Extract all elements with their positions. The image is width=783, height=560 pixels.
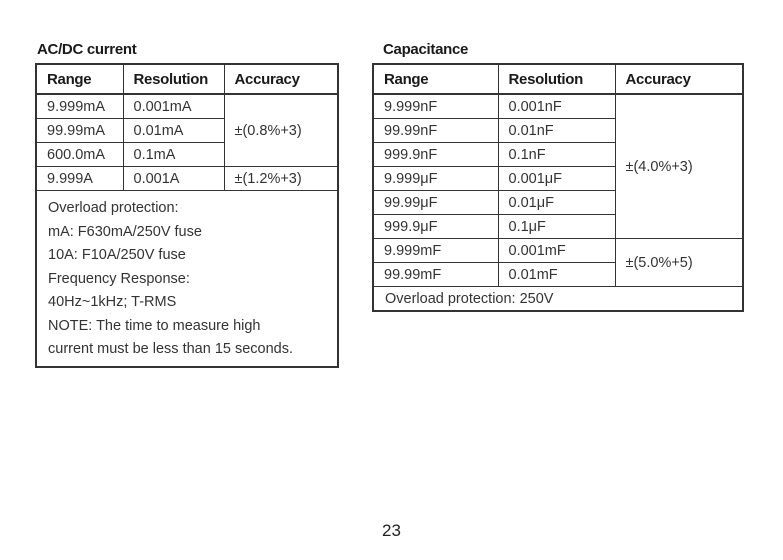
note-line: Frequency Response: (48, 270, 190, 287)
capacitance-table (372, 63, 744, 312)
resolution-cell: 0.1nF (498, 143, 615, 167)
table-row (373, 239, 743, 263)
header-resolution: Resolution (498, 64, 615, 94)
table-row (373, 94, 743, 119)
range-cell: 999.9μF (373, 215, 498, 239)
acdc-table (35, 63, 339, 368)
range-cell: 9.999mF (373, 239, 498, 263)
range-cell: 99.99mA (36, 119, 123, 143)
note-line: mA: F630mA/250V fuse (48, 223, 202, 240)
resolution-cell: 0.1mA (123, 143, 224, 167)
range-cell: 999.9nF (373, 143, 498, 167)
note-line: Overload protection: (48, 200, 179, 216)
capacitance-title: Capacitance (383, 41, 469, 58)
range-cell: 9.999nF (373, 94, 498, 119)
accuracy-cell: ±(5.0%+5) (615, 239, 743, 287)
resolution-cell: 0.01nF (498, 119, 615, 143)
overload-note: Overload protection: 250V (373, 287, 743, 312)
table-header-row (36, 64, 338, 94)
header-range: Range (373, 64, 498, 94)
accuracy-cell: ±(4.0%+3) (615, 94, 743, 239)
header-resolution: Resolution (123, 64, 224, 94)
note-line: NOTE: The time to measure high (48, 317, 261, 334)
resolution-cell: 0.001mA (123, 94, 224, 119)
acdc-title: AC/DC current (37, 41, 137, 58)
range-cell: 9.999A (36, 167, 123, 191)
table-row (36, 94, 338, 119)
note-line: 40Hz~1kHz; T-RMS (48, 294, 177, 310)
page-number: 23 (382, 521, 401, 540)
range-cell: 9.999mA (36, 94, 123, 119)
resolution-cell: 0.01mA (123, 119, 224, 143)
note-line: 10A: F10A/250V fuse (48, 247, 186, 263)
accuracy-cell: ±(0.8%+3) (224, 94, 338, 167)
resolution-cell: 0.001mF (498, 239, 615, 263)
range-cell: 99.99μF (373, 191, 498, 215)
resolution-cell: 0.01mF (498, 263, 615, 287)
header-accuracy: Accuracy (615, 64, 743, 94)
header-range: Range (36, 64, 123, 94)
range-cell: 9.999μF (373, 167, 498, 191)
note-line: current must be less than 15 seconds. (48, 341, 294, 357)
table-header-row (373, 64, 743, 94)
header-accuracy: Accuracy (224, 64, 338, 94)
notes-cell (36, 191, 338, 367)
range-cell: 99.99nF (373, 119, 498, 143)
range-cell: 99.99mF (373, 263, 498, 287)
notes-row (36, 191, 338, 367)
resolution-cell: 0.001μF (498, 167, 615, 191)
resolution-cell: 0.001nF (498, 94, 615, 119)
resolution-cell: 0.01μF (498, 191, 615, 215)
range-cell: 600.0mA (36, 143, 123, 167)
notes-row (373, 287, 743, 312)
table-row (36, 167, 338, 191)
resolution-cell: 0.1μF (498, 215, 615, 239)
accuracy-cell: ±(1.2%+3) (224, 167, 338, 191)
resolution-cell: 0.001A (123, 167, 224, 191)
